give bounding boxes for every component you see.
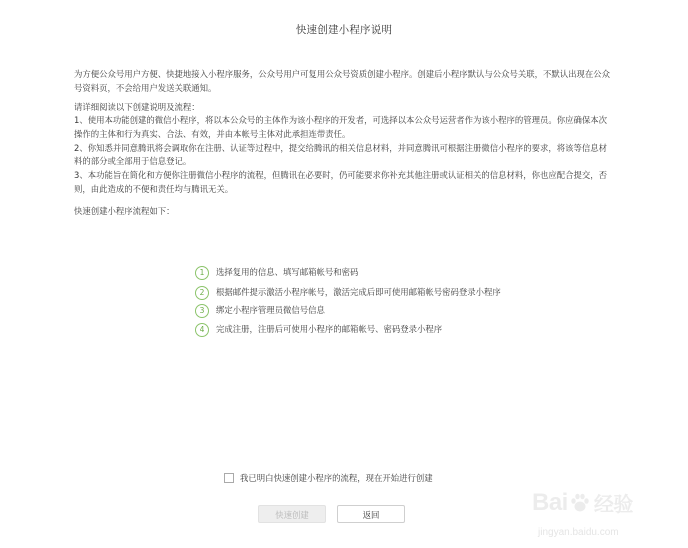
flow-step-2 [195, 286, 525, 300]
step-number-badge: 1 [195, 266, 209, 280]
step-number-badge: 2 [195, 286, 209, 300]
flow-step-text: 绑定小程序管理员微信号信息 [216, 305, 325, 315]
watermark-logo [532, 488, 633, 517]
flow-heading: 快速创建小程序流程如下： [74, 206, 175, 216]
terms-item-3: 3、本功能旨在简化和方便你注册微信小程序的流程，但腾讯在必要时，仍可能要求你补充其他注册或认证相关的信息材料，你也应配合提交，否则，由此造成的不便和责任均与腾讯无关。 [74, 170, 607, 194]
baidu-jingyan-watermark [528, 486, 678, 538]
page-title: 快速创建小程序说明 [295, 24, 393, 36]
agreement-row[interactable] [224, 472, 433, 484]
terms-item-1: 1、使用本功能创建的微信小程序，将以本公众号的主体作为该小程序的开发者，可选择以本公众号运营者作为该小程序的管理员。你应确保本次操作的主体和行为真实、合法、有效，并由本帐号主体对此承担连带责任。 [74, 115, 607, 139]
paw-icon [569, 492, 591, 514]
flow-step-1 [195, 266, 525, 280]
watermark-url: jingyan.baidu.com [538, 527, 619, 538]
flow-step-4 [195, 323, 525, 337]
terms-item-2: 2、你知悉并同意腾讯将会调取你在注册、认证等过程中，提交给腾讯的相关信息材料，并同意腾讯可根据注册微信小程序的要求，将该等信息材料的部分或全部用于信息登记。 [74, 142, 607, 167]
flow-step-text: 选择复用的信息、填写邮箱帐号和密码 [216, 267, 359, 277]
agreement-label: 我已明白快速创建小程序的流程，现在开始进行创建 [240, 473, 433, 483]
watermark-brand: Bai [532, 488, 568, 516]
watermark-suffix: 经验 [593, 494, 633, 516]
flow-step-text: 根据邮件提示激活小程序帐号，激活完成后即可使用邮箱帐号密码登录小程序 [216, 286, 501, 297]
flow-step-3 [195, 304, 525, 318]
agreement-checkbox[interactable] [224, 473, 234, 483]
quick-create-button[interactable]: 快速创建 [258, 505, 326, 523]
intro-text: 为方便公众号用户方便、快捷地接入小程序服务，公众号用户可复用公众号资质创建小程序。创建后小程序默认与公众号关联，不默认出现在公众号资料页，不会给用户发送关联通知。 [74, 69, 610, 93]
flow-step-text: 完成注册，注册后可使用小程序的邮箱帐号、密码登录小程序 [216, 323, 443, 334]
step-number-badge: 4 [195, 323, 209, 337]
terms-heading: 请详细阅读以下创建说明及流程： [74, 102, 200, 112]
flow-steps [195, 266, 525, 336]
terms-list [74, 114, 614, 197]
step-number-badge: 3 [195, 304, 209, 318]
back-button[interactable]: 返回 [337, 505, 405, 523]
